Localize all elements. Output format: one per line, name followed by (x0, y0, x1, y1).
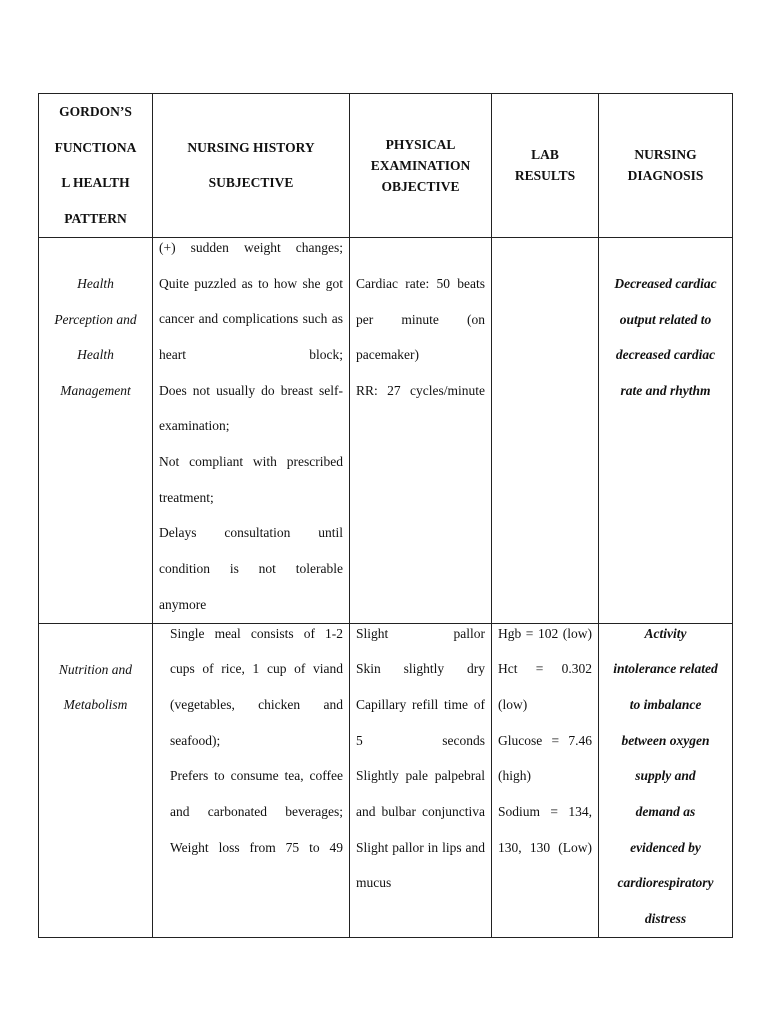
diagnosis-line: Activity (644, 625, 687, 641)
objective-entry: Cardiac rate: 50 beats per minute (on pacemaker) (356, 275, 485, 363)
pattern-cell (39, 237, 153, 623)
pattern-line: Management (60, 382, 131, 398)
lab-entry: Sodium = 134, 130, 130 (Low) (498, 804, 592, 855)
header-pattern-line: FUNCTIONA (54, 139, 137, 155)
header-pattern-line: L HEALTH (61, 175, 130, 191)
header-pattern-line: PATTERN (64, 211, 127, 227)
lab-entry: Glucose = 7.46 (high) (498, 732, 592, 784)
header-exam-line: EXAMINATION (370, 157, 471, 173)
header-history (153, 94, 350, 238)
header-row (39, 94, 733, 238)
subjective-entry: Weight loss from 75 to 49 (170, 839, 343, 855)
header-exam (350, 94, 492, 238)
lab-cell (492, 237, 599, 623)
diagnosis-line: decreased cardiac (615, 347, 716, 363)
diagnosis-cell (599, 237, 733, 623)
header-diagnosis-line: NURSING (634, 147, 697, 163)
subjective-entry: (+) sudden weight changes; (159, 239, 343, 255)
objective-entry: Skin slightly dry (356, 661, 485, 677)
objective-entry: Slight pallor in lips and mucus (356, 839, 485, 891)
subjective-entry: Delays consultation until condition is not tolerable anymore (159, 525, 343, 612)
table-row (39, 623, 733, 937)
header-pattern (39, 94, 153, 238)
lab-entry: Hct = 0.302 (low) (498, 661, 592, 712)
header-history-line: NURSING HISTORY (187, 139, 315, 155)
table-row (39, 237, 733, 623)
header-lab (492, 94, 599, 238)
objective-entry: Slightly pale palpebral and bulbar conjunctiva (356, 768, 485, 820)
pattern-line: Health (77, 347, 114, 363)
subjective-entry: Does not usually do breast self-examination; (159, 382, 343, 434)
pattern-line: Perception and (54, 311, 137, 327)
subjective-entry: Prefers to consume tea, coffee and carbonated beverages; (170, 768, 343, 820)
diagnosis-line: rate and rhythm (620, 382, 711, 398)
header-exam-line: OBJECTIVE (381, 178, 460, 194)
header-diagnosis (599, 94, 733, 238)
diagnosis-line: between oxygen (621, 732, 710, 748)
subjective-entry: Not compliant with prescribed treatment; (159, 454, 343, 505)
diagnosis-line: distress (644, 911, 687, 927)
header-exam-line: PHYSICAL (385, 136, 456, 152)
pattern-line: Health (77, 275, 114, 291)
subjective-cell (153, 237, 350, 623)
diagnosis-cell (599, 623, 733, 937)
lab-cell (492, 623, 599, 937)
health-assessment-table (38, 93, 733, 938)
pattern-cell (39, 623, 153, 937)
objective-entry: RR: 27 cycles/minute (356, 382, 485, 398)
header-pattern-line: GORDON’S (59, 104, 132, 119)
subjective-entry: Single meal consists of 1-2 cups of rice, 1 cup of viand (vegetables, chicken and seafood); (170, 625, 343, 748)
objective-entry: Slight pallor (356, 625, 485, 641)
objective-cell (350, 237, 492, 623)
objective-cell (350, 623, 492, 937)
diagnosis-line: demand as (635, 804, 696, 820)
lab-entry: Hgb = 102 (low) (498, 625, 592, 641)
diagnosis-line: supply and (635, 768, 696, 784)
subjective-cell (153, 623, 350, 937)
header-lab-line: RESULTS (514, 168, 576, 184)
pattern-line: Nutrition and (58, 661, 133, 677)
objective-entry: Capillary refill time of 5 seconds (356, 696, 485, 748)
diagnosis-line: output related to (619, 311, 712, 327)
pattern-line: Metabolism (63, 697, 128, 713)
diagnosis-line: to imbalance (629, 696, 702, 712)
diagnosis-line: Decreased cardiac (614, 275, 717, 291)
diagnosis-line: intolerance related (613, 661, 718, 677)
header-lab-line: LAB (531, 147, 559, 163)
diagnosis-line: evidenced by (630, 839, 701, 855)
subjective-entry: Quite puzzled as to how she got cancer and complications such as heart block; (159, 275, 343, 362)
diagnosis-line: cardiorespiratory (617, 875, 714, 891)
header-history-line: SUBJECTIVE (208, 175, 294, 191)
header-diagnosis-line: DIAGNOSIS (627, 168, 704, 184)
